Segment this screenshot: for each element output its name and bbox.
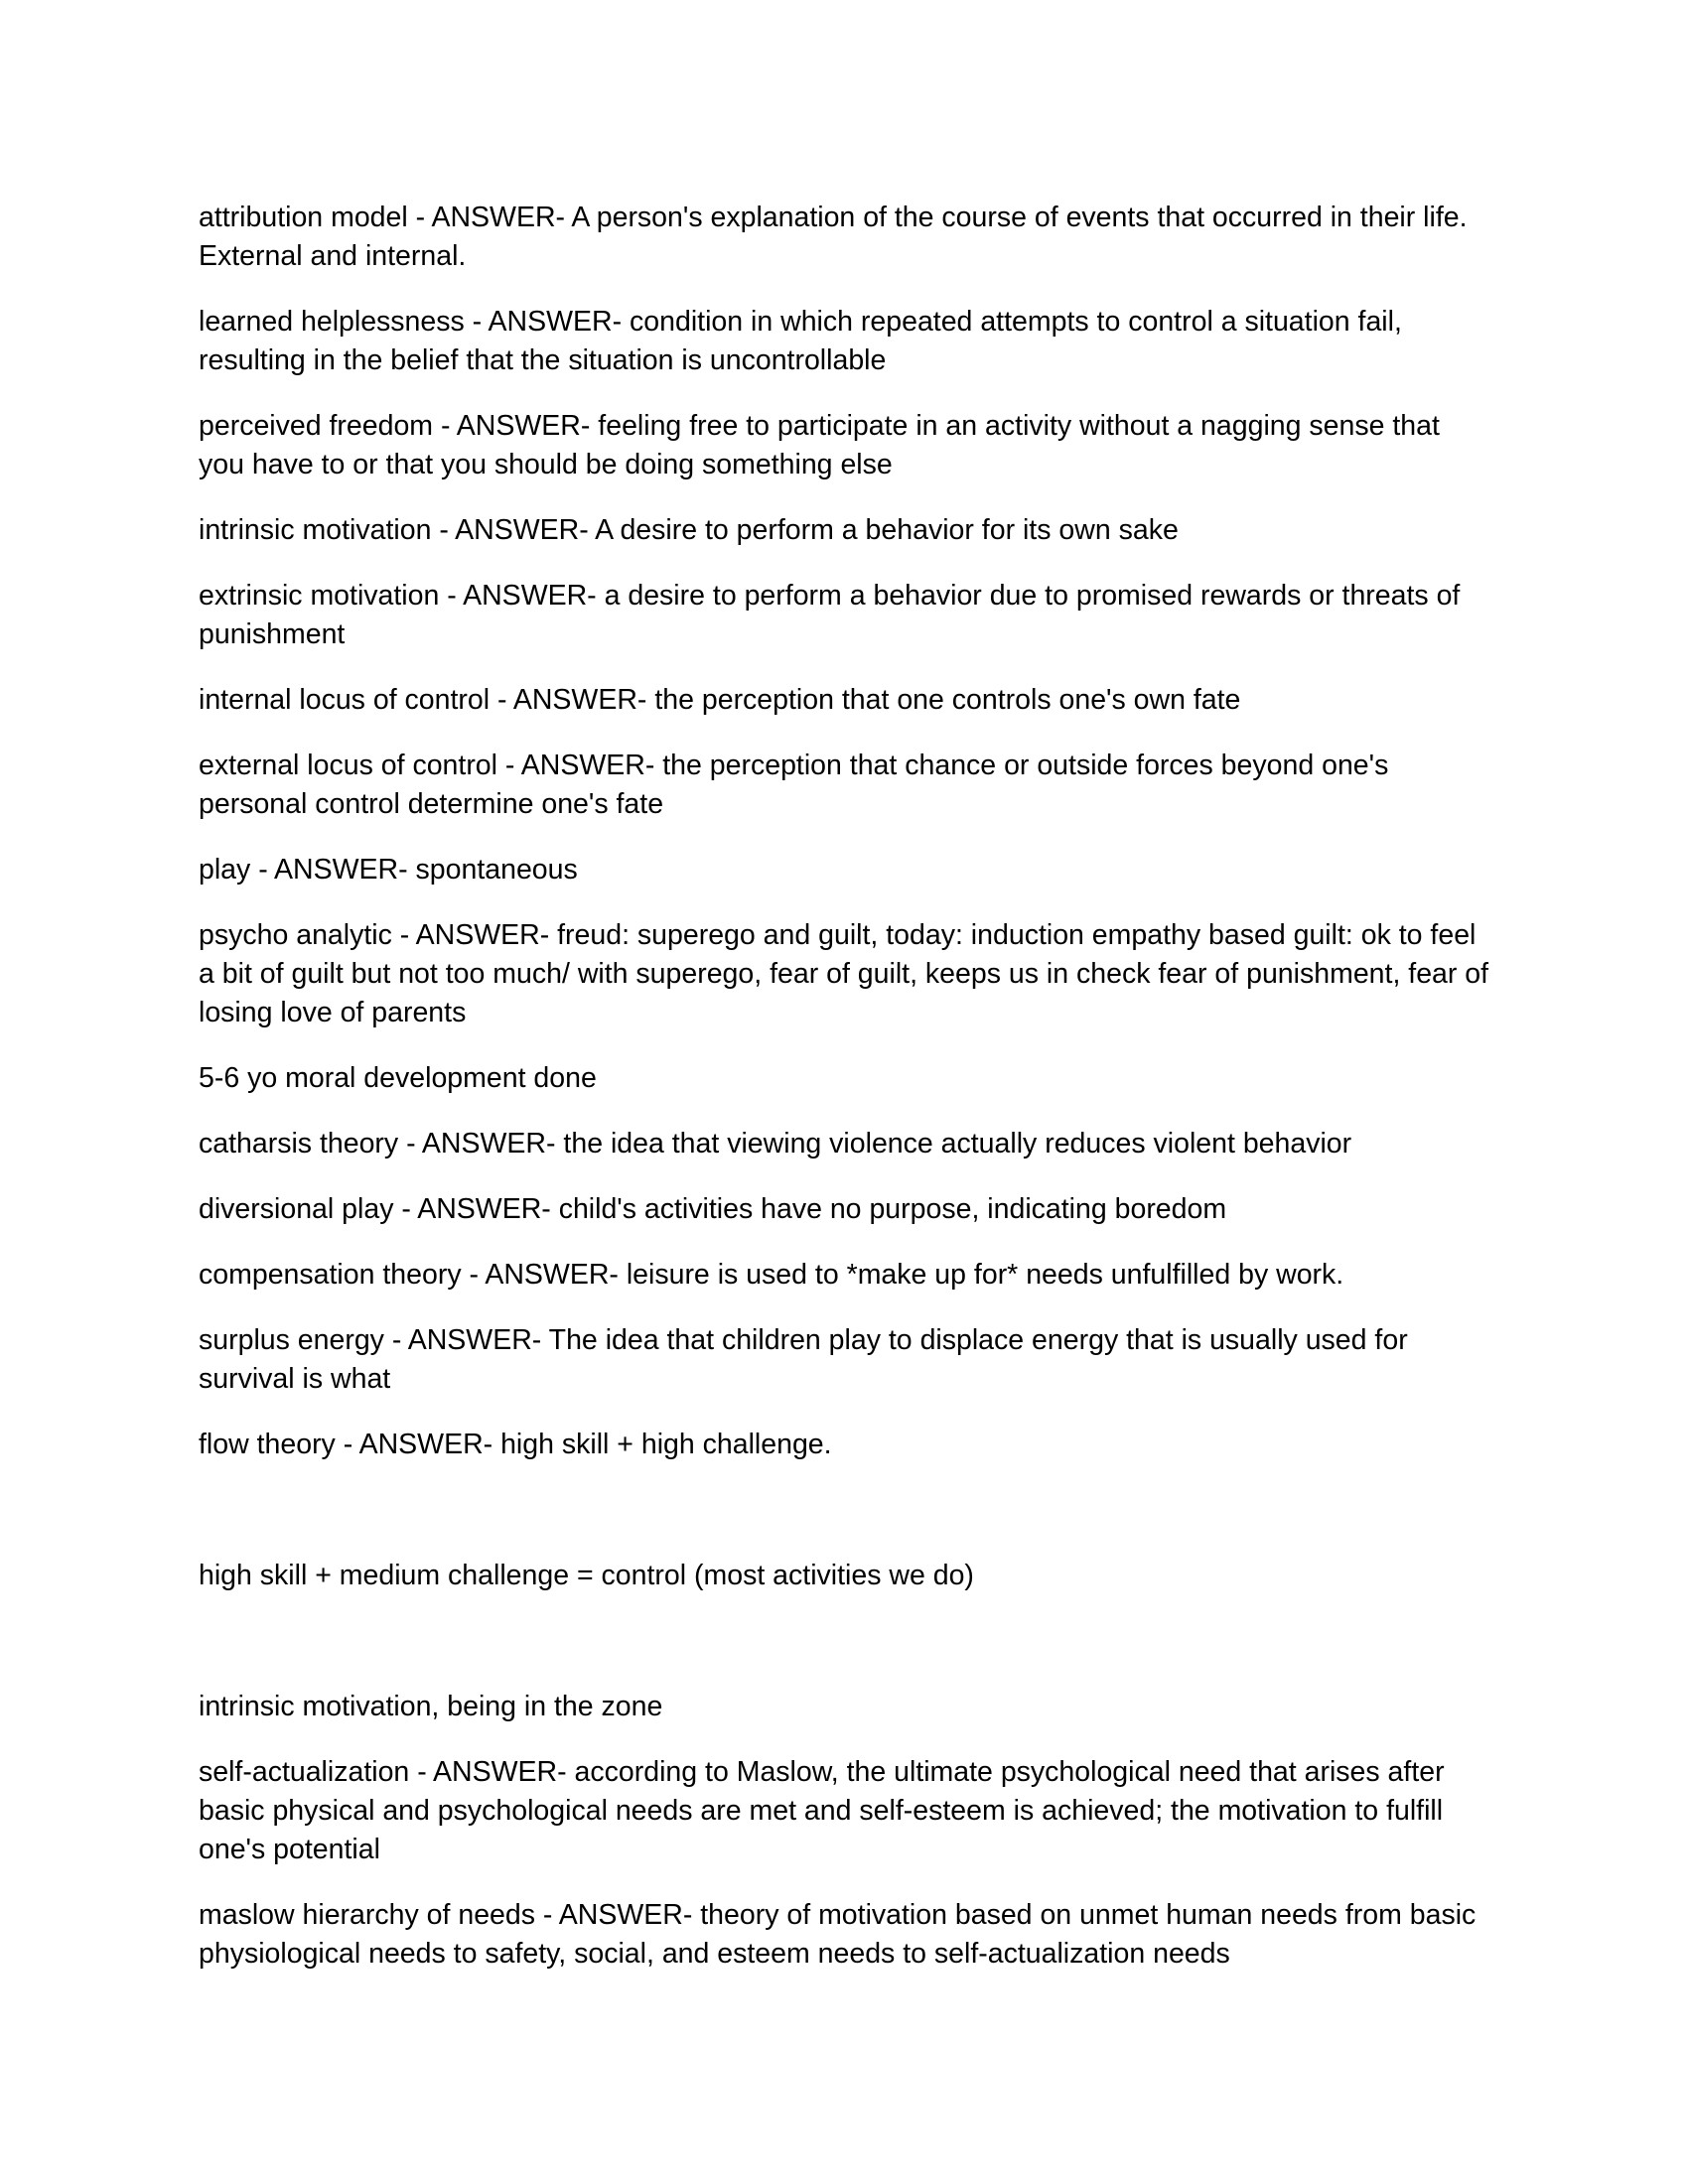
- paragraph-play: play - ANSWER- spontaneous: [199, 854, 578, 886]
- paragraph-in-the-zone: intrinsic motivation, being in the zone: [199, 1691, 663, 1722]
- paragraph-catharsis-theory: catharsis theory - ANSWER- the idea that viewing violence actually reduces violent behavior: [199, 1128, 1352, 1160]
- document-body: [199, 199, 1489, 2000]
- paragraph-learned-helplessness: learned helplessness - ANSWER- condition in which repeated attempts to control a situation fail, resulting in the belief that the situation is uncontrollable: [199, 306, 1402, 376]
- paragraph-internal-locus: internal locus of control - ANSWER- the perception that one controls one's own fate: [199, 684, 1241, 716]
- paragraph-perceived-freedom: perceived freedom - ANSWER- feeling free to participate in an activity without a nagging sense that you have to or that you should be doing something else: [199, 410, 1440, 480]
- paragraph-moral-development: 5-6 yo moral development done: [199, 1062, 597, 1094]
- paragraph-psycho-analytic: psycho analytic - ANSWER- freud: superego and guilt, today: induction empathy based guilt: ok to feel a bit of guilt but not too much/ with superego, fear of guilt, keeps us in check fear of punishment, fear of losing love of parents: [199, 919, 1489, 1028]
- paragraph-maslow-hierarchy: maslow hierarchy of needs - ANSWER- theory of motivation based on unmet human needs from basic physiological needs to safety, social, and esteem needs to self-actualization needs: [199, 1899, 1477, 1970]
- paragraph-diversional-play: diversional play - ANSWER- child's activities have no purpose, indicating boredom: [199, 1193, 1227, 1225]
- paragraph-extrinsic-motivation: extrinsic motivation - ANSWER- a desire to perform a behavior due to promised rewards or threats of punishment: [199, 580, 1461, 650]
- paragraph-surplus-energy: surplus energy - ANSWER- The idea that children play to displace energy that is usually used for survival is what: [199, 1324, 1408, 1395]
- paragraph-flow-control: high skill + medium challenge = control (most activities we do): [199, 1560, 974, 1591]
- paragraph-external-locus: external locus of control - ANSWER- the perception that chance or outside forces beyond one's personal control determine one's fate: [199, 750, 1389, 820]
- paragraph-flow-theory: flow theory - ANSWER- high skill + high challenge.: [199, 1429, 832, 1460]
- paragraph-intrinsic-motivation: intrinsic motivation - ANSWER- A desire to perform a behavior for its own sake: [199, 514, 1179, 546]
- paragraph-attribution-model: attribution model - ANSWER- A person's explanation of the course of events that occurred in their life. External and internal.: [199, 202, 1468, 272]
- paragraph-self-actualization: self-actualization - ANSWER- according to Maslow, the ultimate psychological need that arises after basic physical and psychological needs are met and self-esteem is achieved; the motivation to fulfill one's potential: [199, 1756, 1445, 1865]
- paragraph-compensation-theory: compensation theory - ANSWER- leisure is used to *make up for* needs unfulfilled by work.: [199, 1259, 1344, 1291]
